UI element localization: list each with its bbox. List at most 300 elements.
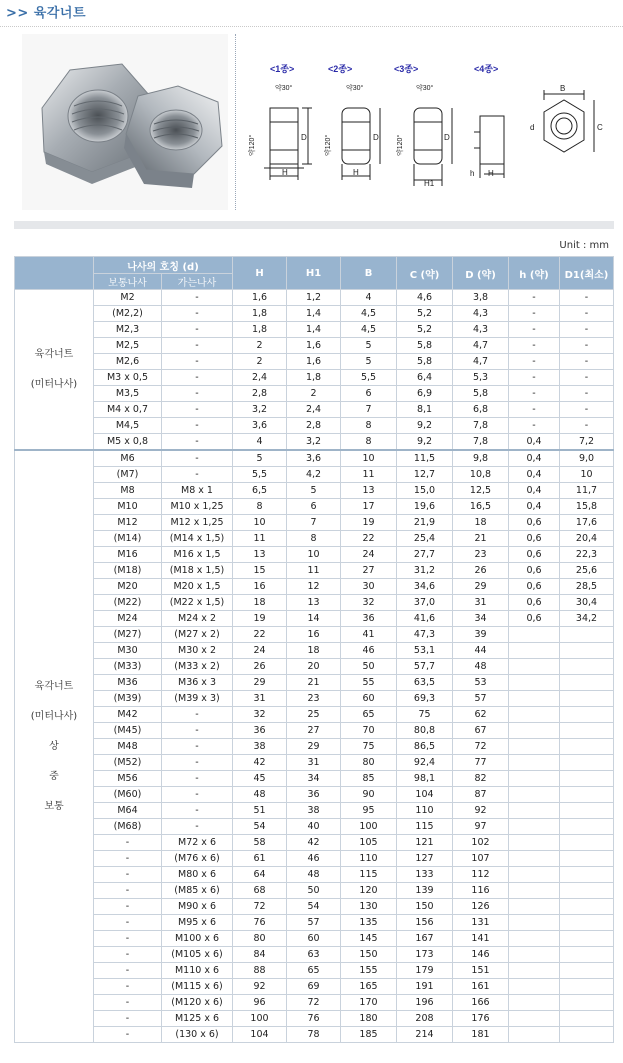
table-cell: 46	[341, 643, 397, 659]
table-cell	[560, 867, 614, 883]
svg-text:H: H	[488, 169, 494, 178]
table-cell: 6,8	[453, 402, 509, 418]
table-cell: 9,2	[397, 418, 453, 434]
table-cell: 115	[397, 819, 453, 835]
table-cell: 41,6	[397, 611, 453, 627]
table-row	[15, 499, 614, 515]
table-cell: (M27)	[94, 627, 162, 643]
table-cell: 32	[233, 707, 287, 723]
table-cell: (M14)	[94, 531, 162, 547]
table-cell: -	[162, 354, 233, 370]
table-cell: 75	[341, 739, 397, 755]
table-cell: 0,4	[509, 467, 560, 483]
table-cell: 50	[287, 883, 341, 899]
table-cell: -	[94, 1011, 162, 1027]
svg-text:d: d	[530, 123, 535, 132]
table-row	[15, 450, 614, 467]
table-cell: 6,4	[397, 370, 453, 386]
table-cell: -	[94, 995, 162, 1011]
table-cell: 47,3	[397, 627, 453, 643]
svg-text:B: B	[560, 84, 566, 93]
table-cell: 27,7	[397, 547, 453, 563]
table-cell: M36 x 3	[162, 675, 233, 691]
table-cell	[560, 643, 614, 659]
table-row	[15, 979, 614, 995]
table-cell: 21	[453, 531, 509, 547]
table-cell: 53	[453, 675, 509, 691]
header-C: C (약)	[397, 257, 453, 290]
table-cell: 4,7	[453, 338, 509, 354]
table-cell: 36	[233, 723, 287, 739]
table-cell: (M27 x 2)	[162, 627, 233, 643]
table-cell: 100	[233, 1011, 287, 1027]
table-cell: 44	[453, 643, 509, 659]
table-cell: 126	[453, 899, 509, 915]
table-cell: 76	[287, 1011, 341, 1027]
table-cell: -	[560, 338, 614, 354]
table-cell: 88	[233, 963, 287, 979]
table-cell: 6	[341, 386, 397, 402]
table-cell: M64	[94, 803, 162, 819]
header-category	[15, 257, 94, 290]
table-cell: 95	[341, 803, 397, 819]
table-row	[15, 707, 614, 723]
table-cell: 34	[287, 771, 341, 787]
table-cell: 11	[233, 531, 287, 547]
table-cell: 23	[453, 547, 509, 563]
table-cell: 1,6	[287, 338, 341, 354]
table-row	[15, 290, 614, 306]
table-cell: 55	[341, 675, 397, 691]
table-cell: (M7)	[94, 467, 162, 483]
table-cell: 5	[233, 450, 287, 467]
table-cell	[560, 931, 614, 947]
page-title: >> 육각너트	[6, 6, 87, 21]
table-cell: -	[560, 306, 614, 322]
table-cell: 115	[341, 867, 397, 883]
table-cell: -	[560, 322, 614, 338]
spec-table-body	[15, 290, 614, 1043]
header-B: B	[341, 257, 397, 290]
table-cell: 8	[287, 531, 341, 547]
diagram-type-1	[264, 108, 312, 180]
table-cell: 90	[341, 787, 397, 803]
hex-nut-photo	[22, 34, 228, 210]
table-cell: 64	[233, 867, 287, 883]
table-row	[15, 659, 614, 675]
table-cell: 34,2	[560, 611, 614, 627]
table-cell: 34	[453, 611, 509, 627]
group-label-line: 육각너트	[34, 348, 74, 360]
table-cell: 179	[397, 963, 453, 979]
table-cell: 156	[397, 915, 453, 931]
table-cell: M80 x 6	[162, 867, 233, 883]
svg-text:약30°: 약30°	[416, 85, 434, 92]
table-cell: 130	[341, 899, 397, 915]
table-cell: 4,2	[287, 467, 341, 483]
table-cell: 42	[233, 755, 287, 771]
table-row	[15, 627, 614, 643]
table-row	[15, 1011, 614, 1027]
table-cell: 0,6	[509, 611, 560, 627]
table-row	[15, 483, 614, 499]
table-cell: -	[94, 835, 162, 851]
table-cell: -	[509, 338, 560, 354]
table-cell: 17,6	[560, 515, 614, 531]
table-cell: M24 x 2	[162, 611, 233, 627]
table-row	[15, 515, 614, 531]
table-cell: 11,7	[560, 483, 614, 499]
table-cell: (M68)	[94, 819, 162, 835]
table-cell: 62	[453, 707, 509, 723]
table-cell: 22,3	[560, 547, 614, 563]
table-cell: 77	[453, 755, 509, 771]
table-cell: 21,9	[397, 515, 453, 531]
svg-text:H: H	[282, 168, 288, 177]
table-cell: 3,8	[453, 290, 509, 306]
table-cell: 84	[233, 947, 287, 963]
table-cell: 40	[287, 819, 341, 835]
table-cell: 80	[341, 755, 397, 771]
diagram-divider	[235, 34, 236, 210]
table-cell	[509, 755, 560, 771]
table-cell: 6	[287, 499, 341, 515]
table-cell: 29	[287, 739, 341, 755]
table-cell: -	[560, 386, 614, 402]
table-cell: 110	[341, 851, 397, 867]
table-cell: (M33)	[94, 659, 162, 675]
table-cell: -	[509, 370, 560, 386]
table-cell: 51	[233, 803, 287, 819]
table-cell: 4,6	[397, 290, 453, 306]
table-cell: -	[509, 402, 560, 418]
table-cell: 2,4	[287, 402, 341, 418]
table-cell: 98,1	[397, 771, 453, 787]
table-cell: 38	[287, 803, 341, 819]
table-cell: 65	[341, 707, 397, 723]
header-D: D (약)	[453, 257, 509, 290]
header-H1: H1	[287, 257, 341, 290]
table-cell: 46	[287, 851, 341, 867]
table-row	[15, 915, 614, 931]
svg-text:H: H	[353, 168, 359, 177]
table-cell: 9,2	[397, 434, 453, 451]
table-cell: 191	[397, 979, 453, 995]
table-cell	[509, 899, 560, 915]
table-cell: 75	[397, 707, 453, 723]
table-cell: 105	[341, 835, 397, 851]
table-cell: 85	[341, 771, 397, 787]
table-cell: 196	[397, 995, 453, 1011]
table-row	[15, 691, 614, 707]
header-thread-group: 나사의 호칭 (d)	[94, 257, 233, 274]
table-row	[15, 947, 614, 963]
table-cell: -	[162, 402, 233, 418]
svg-text:H1: H1	[424, 179, 435, 188]
table-cell: 1,2	[287, 290, 341, 306]
table-cell: 10	[233, 515, 287, 531]
table-row	[15, 370, 614, 386]
header-fine: 가는나사	[162, 274, 233, 290]
table-cell	[560, 819, 614, 835]
table-cell: 185	[341, 1027, 397, 1043]
table-row	[15, 723, 614, 739]
table-cell: (M2,2)	[94, 306, 162, 322]
table-cell	[509, 851, 560, 867]
group-label-line: 상	[49, 740, 59, 752]
table-cell: 10,8	[453, 467, 509, 483]
table-cell: 48	[287, 867, 341, 883]
table-cell: 4	[233, 434, 287, 451]
table-cell: -	[94, 979, 162, 995]
table-row	[15, 867, 614, 883]
table-cell: 165	[341, 979, 397, 995]
table-cell: M2	[94, 290, 162, 306]
table-cell: M16 x 1,5	[162, 547, 233, 563]
table-cell	[509, 883, 560, 899]
table-cell	[509, 627, 560, 643]
table-cell: -	[94, 915, 162, 931]
table-row	[15, 899, 614, 915]
table-cell: M5 x 0,8	[94, 434, 162, 451]
table-row	[15, 402, 614, 418]
table-cell	[509, 707, 560, 723]
table-cell: 7	[341, 402, 397, 418]
table-cell: 4,7	[453, 354, 509, 370]
table-cell: M12 x 1,25	[162, 515, 233, 531]
table-cell: 27	[287, 723, 341, 739]
title-divider	[0, 26, 623, 27]
table-cell	[560, 915, 614, 931]
table-cell: (M18)	[94, 563, 162, 579]
table-cell: 5	[341, 338, 397, 354]
table-cell: 92	[453, 803, 509, 819]
table-cell	[560, 963, 614, 979]
table-cell: 23	[287, 691, 341, 707]
table-cell: 10	[341, 450, 397, 467]
table-cell: M4 x 0,7	[94, 402, 162, 418]
table-cell: 173	[397, 947, 453, 963]
table-cell: 0,6	[509, 531, 560, 547]
table-cell	[509, 691, 560, 707]
table-cell: 48	[233, 787, 287, 803]
table-cell: 1,4	[287, 306, 341, 322]
table-cell: 72	[233, 899, 287, 915]
table-cell: 214	[397, 1027, 453, 1043]
table-cell: 54	[233, 819, 287, 835]
table-cell: 15	[233, 563, 287, 579]
table-cell	[509, 979, 560, 995]
table-cell: -	[162, 306, 233, 322]
table-cell: 27	[341, 563, 397, 579]
table-cell: -	[509, 418, 560, 434]
table-cell: 41	[341, 627, 397, 643]
table-cell	[509, 963, 560, 979]
table-cell: 87	[453, 787, 509, 803]
table-cell: 5,3	[453, 370, 509, 386]
table-row	[15, 1027, 614, 1043]
table-cell	[509, 787, 560, 803]
table-cell	[560, 995, 614, 1011]
table-cell	[509, 931, 560, 947]
table-cell: 4,5	[341, 322, 397, 338]
table-row	[15, 963, 614, 979]
table-row	[15, 563, 614, 579]
table-cell: 36	[341, 611, 397, 627]
table-cell: 0,4	[509, 483, 560, 499]
table-cell: 5,2	[397, 306, 453, 322]
table-cell: 5,5	[341, 370, 397, 386]
table-cell: 18	[233, 595, 287, 611]
table-cell: 37,0	[397, 595, 453, 611]
table-cell	[560, 835, 614, 851]
table-cell: 6,9	[397, 386, 453, 402]
table-cell: 180	[341, 1011, 397, 1027]
table-cell: M72 x 6	[162, 835, 233, 851]
table-cell: M100 x 6	[162, 931, 233, 947]
table-cell: 3,6	[287, 450, 341, 467]
table-cell: 19,6	[397, 499, 453, 515]
table-cell: 8	[233, 499, 287, 515]
table-cell	[509, 1027, 560, 1043]
table-cell: (130 x 6)	[162, 1027, 233, 1043]
table-cell: 100	[341, 819, 397, 835]
table-cell: 53,1	[397, 643, 453, 659]
table-cell: -	[509, 386, 560, 402]
table-cell: M16	[94, 547, 162, 563]
table-cell: -	[162, 771, 233, 787]
table-cell: 8	[341, 418, 397, 434]
table-cell: 57,7	[397, 659, 453, 675]
table-cell: 0,4	[509, 434, 560, 451]
svg-text:약120°: 약120°	[325, 134, 332, 156]
table-cell	[560, 755, 614, 771]
table-cell: -	[94, 899, 162, 915]
table-cell: 80,8	[397, 723, 453, 739]
table-cell: 166	[453, 995, 509, 1011]
table-cell: 25	[287, 707, 341, 723]
table-cell: M42	[94, 707, 162, 723]
table-cell: 96	[233, 995, 287, 1011]
table-cell: 5,8	[397, 354, 453, 370]
table-cell: 2,8	[233, 386, 287, 402]
table-cell: 2,4	[233, 370, 287, 386]
table-cell: (M115 x 6)	[162, 979, 233, 995]
table-cell: 5	[287, 483, 341, 499]
table-cell: 63	[287, 947, 341, 963]
table-cell: M3,5	[94, 386, 162, 402]
table-cell: 32	[341, 595, 397, 611]
table-cell: (M22)	[94, 595, 162, 611]
table-cell: 181	[453, 1027, 509, 1043]
table-cell: 0,6	[509, 515, 560, 531]
table-cell: 67	[453, 723, 509, 739]
table-row	[15, 418, 614, 434]
table-cell: 1,4	[287, 322, 341, 338]
table-cell: -	[94, 851, 162, 867]
table-cell: 31,2	[397, 563, 453, 579]
table-cell: 36	[287, 787, 341, 803]
table-cell: 45	[233, 771, 287, 787]
table-cell: 29	[233, 675, 287, 691]
table-cell	[509, 867, 560, 883]
table-cell: 12	[287, 579, 341, 595]
table-cell: (M39)	[94, 691, 162, 707]
table-cell: M110 x 6	[162, 963, 233, 979]
svg-text:D: D	[373, 133, 379, 142]
table-cell	[509, 771, 560, 787]
table-cell: (M105 x 6)	[162, 947, 233, 963]
table-cell: -	[94, 1027, 162, 1043]
table-cell: 58	[233, 835, 287, 851]
table-row	[15, 595, 614, 611]
table-cell: 6,5	[233, 483, 287, 499]
svg-text:약120°: 약120°	[397, 134, 404, 156]
table-cell: -	[94, 867, 162, 883]
table-cell: 76	[233, 915, 287, 931]
table-cell: -	[162, 803, 233, 819]
table-cell: 0,6	[509, 547, 560, 563]
table-cell: 17	[341, 499, 397, 515]
table-cell	[560, 627, 614, 643]
hex-nut-spec-table	[14, 256, 614, 1043]
table-cell: 20,4	[560, 531, 614, 547]
table-cell	[509, 819, 560, 835]
table-cell: (M85 x 6)	[162, 883, 233, 899]
table-cell: (M60)	[94, 787, 162, 803]
table-cell: 92	[233, 979, 287, 995]
table-cell: 11	[341, 467, 397, 483]
table-cell: (M45)	[94, 723, 162, 739]
table-cell: 121	[397, 835, 453, 851]
table-row	[15, 771, 614, 787]
table-cell: M2,3	[94, 322, 162, 338]
table-cell	[560, 883, 614, 899]
table-cell: 21	[287, 675, 341, 691]
table-cell: 13	[287, 595, 341, 611]
table-cell: -	[162, 434, 233, 451]
svg-text:약30°: 약30°	[346, 85, 364, 92]
table-row	[15, 354, 614, 370]
table-cell	[560, 947, 614, 963]
table-cell: 4,5	[341, 306, 397, 322]
table-cell	[509, 675, 560, 691]
table-row	[15, 995, 614, 1011]
table-cell: 1,6	[233, 290, 287, 306]
table-cell: -	[162, 418, 233, 434]
group-label-line: 보통	[44, 800, 64, 812]
group-label-line: (미터나사)	[30, 710, 78, 722]
table-cell: -	[94, 931, 162, 947]
table-cell: 2,8	[287, 418, 341, 434]
group-label-1	[15, 290, 94, 451]
table-cell: -	[162, 755, 233, 771]
table-cell: -	[560, 354, 614, 370]
table-cell: 42	[287, 835, 341, 851]
table-cell: 14	[287, 611, 341, 627]
table-cell: M30 x 2	[162, 643, 233, 659]
table-cell: 155	[341, 963, 397, 979]
table-cell: -	[162, 723, 233, 739]
table-cell: 1,8	[287, 370, 341, 386]
table-cell: 31	[453, 595, 509, 611]
table-row	[15, 931, 614, 947]
table-row	[15, 322, 614, 338]
diagram-type-4-top	[544, 90, 594, 152]
table-cell: 131	[453, 915, 509, 931]
table-cell: 28,5	[560, 579, 614, 595]
table-cell: -	[162, 450, 233, 467]
